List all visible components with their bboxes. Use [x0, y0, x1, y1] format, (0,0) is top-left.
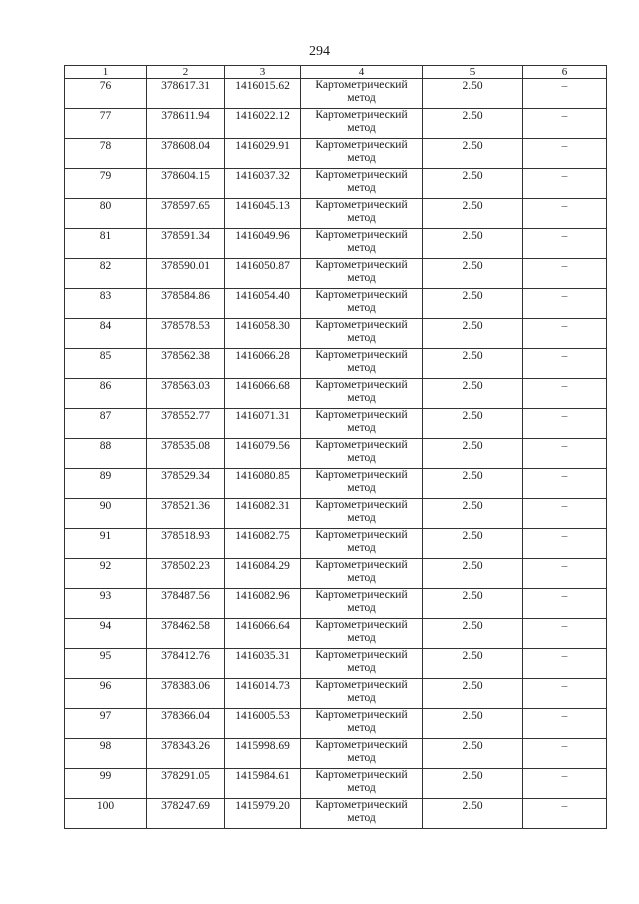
method-line-1: Картометрический: [315, 529, 408, 541]
note-dash: –: [523, 649, 607, 679]
method-line-2: метод: [347, 151, 376, 164]
point-number: 94: [65, 619, 147, 649]
accuracy-value: 2.50: [423, 379, 523, 409]
method-line-1: Картометрический: [315, 409, 408, 421]
note-dash: –: [523, 499, 607, 529]
method-cell: [301, 679, 423, 709]
table-row: [65, 769, 607, 799]
method-cell: [301, 259, 423, 289]
method-cell: [301, 379, 423, 409]
coordinate-x: 378604.15: [147, 169, 225, 199]
point-number: 99: [65, 769, 147, 799]
method-line-2: метод: [347, 241, 376, 254]
method-line-1: Картометрический: [315, 259, 408, 271]
note-dash: –: [523, 529, 607, 559]
table-row: [65, 709, 607, 739]
method-line-2: метод: [347, 481, 376, 494]
accuracy-value: 2.50: [423, 289, 523, 319]
column-header: 4: [301, 66, 423, 79]
method-line-1: Картометрический: [315, 169, 408, 181]
note-dash: –: [523, 79, 607, 109]
table-row: [65, 349, 607, 379]
method-cell: [301, 229, 423, 259]
accuracy-value: 2.50: [423, 409, 523, 439]
table-row: [65, 529, 607, 559]
method-line-1: Картометрический: [315, 289, 408, 301]
point-number: 100: [65, 799, 147, 829]
method-line-1: Картометрический: [315, 739, 408, 751]
coordinate-y: 1416071.31: [225, 409, 301, 439]
table-row: [65, 229, 607, 259]
table-row: [65, 409, 607, 439]
column-header: 5: [423, 66, 523, 79]
note-dash: –: [523, 229, 607, 259]
method-line-1: Картометрический: [315, 109, 408, 121]
table-row: [65, 199, 607, 229]
note-dash: –: [523, 709, 607, 739]
note-dash: –: [523, 289, 607, 319]
coordinate-y: 1415979.20: [225, 799, 301, 829]
method-line-1: Картометрический: [315, 319, 408, 331]
coordinate-x: 378578.53: [147, 319, 225, 349]
method-line-2: метод: [347, 391, 376, 404]
coordinate-x: 378291.05: [147, 769, 225, 799]
note-dash: –: [523, 619, 607, 649]
method-line-2: метод: [347, 91, 376, 104]
coordinate-y: 1416035.31: [225, 649, 301, 679]
method-cell: [301, 709, 423, 739]
coordinate-y: 1416049.96: [225, 229, 301, 259]
column-header: 1: [65, 66, 147, 79]
coordinate-y: 1416082.75: [225, 529, 301, 559]
table-body: [65, 79, 607, 829]
point-number: 93: [65, 589, 147, 619]
method-cell: [301, 139, 423, 169]
coordinate-x: 378518.93: [147, 529, 225, 559]
table-row: [65, 319, 607, 349]
method-line-2: метод: [347, 751, 376, 764]
coordinate-y: 1416084.29: [225, 559, 301, 589]
point-number: 90: [65, 499, 147, 529]
note-dash: –: [523, 439, 607, 469]
point-number: 77: [65, 109, 147, 139]
point-number: 80: [65, 199, 147, 229]
column-header: 6: [523, 66, 607, 79]
point-number: 79: [65, 169, 147, 199]
method-line-2: метод: [347, 721, 376, 734]
accuracy-value: 2.50: [423, 199, 523, 229]
table-row: [65, 469, 607, 499]
point-number: 89: [65, 469, 147, 499]
table-row: [65, 289, 607, 319]
point-number: 76: [65, 79, 147, 109]
accuracy-value: 2.50: [423, 79, 523, 109]
table-row: [65, 439, 607, 469]
method-cell: [301, 109, 423, 139]
coordinate-x: 378366.04: [147, 709, 225, 739]
accuracy-value: 2.50: [423, 499, 523, 529]
accuracy-value: 2.50: [423, 529, 523, 559]
method-line-2: метод: [347, 631, 376, 644]
method-line-1: Картометрический: [315, 589, 408, 601]
coordinate-y: 1416015.62: [225, 79, 301, 109]
method-line-2: метод: [347, 601, 376, 614]
method-cell: [301, 289, 423, 319]
method-line-1: Картометрический: [315, 799, 408, 811]
coordinate-x: 378343.26: [147, 739, 225, 769]
coordinate-x: 378563.03: [147, 379, 225, 409]
method-cell: [301, 79, 423, 109]
table-row: [65, 109, 607, 139]
coordinate-y: 1416005.53: [225, 709, 301, 739]
accuracy-value: 2.50: [423, 139, 523, 169]
method-line-1: Картометрический: [315, 349, 408, 361]
coordinate-y: 1416029.91: [225, 139, 301, 169]
point-number: 84: [65, 319, 147, 349]
method-line-2: метод: [347, 121, 376, 134]
note-dash: –: [523, 109, 607, 139]
table-row: [65, 79, 607, 109]
table-row: [65, 679, 607, 709]
coordinate-y: 1416080.85: [225, 469, 301, 499]
method-cell: [301, 199, 423, 229]
method-cell: [301, 559, 423, 589]
method-line-2: метод: [347, 781, 376, 794]
point-number: 83: [65, 289, 147, 319]
coordinate-y: 1416050.87: [225, 259, 301, 289]
coordinate-y: 1415998.69: [225, 739, 301, 769]
note-dash: –: [523, 259, 607, 289]
coordinate-x: 378529.34: [147, 469, 225, 499]
point-number: 78: [65, 139, 147, 169]
method-line-1: Картометрический: [315, 229, 408, 241]
coordinate-y: 1415984.61: [225, 769, 301, 799]
coordinate-x: 378617.31: [147, 79, 225, 109]
note-dash: –: [523, 589, 607, 619]
coordinate-y: 1416045.13: [225, 199, 301, 229]
method-cell: [301, 649, 423, 679]
method-line-1: Картометрический: [315, 499, 408, 511]
method-line-1: Картометрический: [315, 619, 408, 631]
method-cell: [301, 619, 423, 649]
coordinate-x: 378535.08: [147, 439, 225, 469]
coordinate-x: 378608.04: [147, 139, 225, 169]
method-cell: [301, 499, 423, 529]
method-line-1: Картометрический: [315, 199, 408, 211]
method-line-1: Картометрический: [315, 469, 408, 481]
point-number: 98: [65, 739, 147, 769]
coordinate-y: 1416082.96: [225, 589, 301, 619]
accuracy-value: 2.50: [423, 169, 523, 199]
point-number: 97: [65, 709, 147, 739]
note-dash: –: [523, 409, 607, 439]
method-line-1: Картометрический: [315, 79, 408, 91]
method-line-1: Картометрический: [315, 709, 408, 721]
method-line-2: метод: [347, 421, 376, 434]
table-row: [65, 589, 607, 619]
note-dash: –: [523, 469, 607, 499]
coordinate-y: 1416014.73: [225, 679, 301, 709]
note-dash: –: [523, 349, 607, 379]
method-line-2: метод: [347, 811, 376, 824]
coordinate-x: 378412.76: [147, 649, 225, 679]
point-number: 91: [65, 529, 147, 559]
method-line-1: Картометрический: [315, 559, 408, 571]
method-line-2: метод: [347, 691, 376, 704]
coordinate-y: 1416054.40: [225, 289, 301, 319]
method-line-2: метод: [347, 331, 376, 344]
method-line-1: Картометрический: [315, 649, 408, 661]
note-dash: –: [523, 559, 607, 589]
table-row: [65, 169, 607, 199]
coordinate-y: 1416066.28: [225, 349, 301, 379]
note-dash: –: [523, 799, 607, 829]
coordinate-x: 378521.36: [147, 499, 225, 529]
point-number: 92: [65, 559, 147, 589]
method-line-1: Картометрический: [315, 379, 408, 391]
table-row: [65, 139, 607, 169]
table-row: [65, 379, 607, 409]
note-dash: –: [523, 379, 607, 409]
accuracy-value: 2.50: [423, 739, 523, 769]
accuracy-value: 2.50: [423, 799, 523, 829]
accuracy-value: 2.50: [423, 649, 523, 679]
coordinate-y: 1416066.68: [225, 379, 301, 409]
accuracy-value: 2.50: [423, 709, 523, 739]
method-line-2: метод: [347, 661, 376, 674]
method-cell: [301, 349, 423, 379]
point-number: 87: [65, 409, 147, 439]
accuracy-value: 2.50: [423, 259, 523, 289]
method-line-2: метод: [347, 271, 376, 284]
coordinates-table: [64, 65, 607, 829]
note-dash: –: [523, 139, 607, 169]
coordinate-x: 378383.06: [147, 679, 225, 709]
point-number: 86: [65, 379, 147, 409]
point-number: 88: [65, 439, 147, 469]
accuracy-value: 2.50: [423, 679, 523, 709]
point-number: 95: [65, 649, 147, 679]
method-cell: [301, 769, 423, 799]
method-cell: [301, 529, 423, 559]
method-cell: [301, 799, 423, 829]
method-line-1: Картометрический: [315, 769, 408, 781]
coordinate-x: 378591.34: [147, 229, 225, 259]
coordinate-x: 378584.86: [147, 289, 225, 319]
note-dash: –: [523, 199, 607, 229]
method-line-2: метод: [347, 301, 376, 314]
column-header: 2: [147, 66, 225, 79]
coordinate-y: 1416037.32: [225, 169, 301, 199]
accuracy-value: 2.50: [423, 349, 523, 379]
coordinate-y: 1416082.31: [225, 499, 301, 529]
method-cell: [301, 319, 423, 349]
method-line-2: метод: [347, 211, 376, 224]
accuracy-value: 2.50: [423, 229, 523, 259]
table-header-row: [65, 66, 607, 79]
coordinate-x: 378462.58: [147, 619, 225, 649]
method-line-2: метод: [347, 361, 376, 374]
table-row: [65, 619, 607, 649]
note-dash: –: [523, 739, 607, 769]
accuracy-value: 2.50: [423, 619, 523, 649]
note-dash: –: [523, 169, 607, 199]
note-dash: –: [523, 769, 607, 799]
method-line-2: метод: [347, 451, 376, 464]
method-line-2: метод: [347, 571, 376, 584]
method-cell: [301, 739, 423, 769]
point-number: 85: [65, 349, 147, 379]
method-cell: [301, 469, 423, 499]
method-cell: [301, 169, 423, 199]
coordinate-y: 1416079.56: [225, 439, 301, 469]
method-cell: [301, 589, 423, 619]
accuracy-value: 2.50: [423, 469, 523, 499]
coordinate-x: 378247.69: [147, 799, 225, 829]
coordinate-x: 378562.38: [147, 349, 225, 379]
accuracy-value: 2.50: [423, 559, 523, 589]
table-row: [65, 499, 607, 529]
accuracy-value: 2.50: [423, 589, 523, 619]
table-row: [65, 799, 607, 829]
coordinate-x: 378552.77: [147, 409, 225, 439]
note-dash: –: [523, 679, 607, 709]
point-number: 82: [65, 259, 147, 289]
method-line-2: метод: [347, 541, 376, 554]
table-row: [65, 739, 607, 769]
method-line-2: метод: [347, 181, 376, 194]
method-cell: [301, 439, 423, 469]
coordinate-x: 378487.56: [147, 589, 225, 619]
point-number: 96: [65, 679, 147, 709]
column-header: 3: [225, 66, 301, 79]
accuracy-value: 2.50: [423, 109, 523, 139]
accuracy-value: 2.50: [423, 439, 523, 469]
coordinate-x: 378597.65: [147, 199, 225, 229]
coordinate-y: 1416022.12: [225, 109, 301, 139]
accuracy-value: 2.50: [423, 769, 523, 799]
coordinate-x: 378611.94: [147, 109, 225, 139]
table-row: [65, 649, 607, 679]
page-number: 294: [309, 44, 330, 59]
coordinate-x: 378502.23: [147, 559, 225, 589]
coordinate-y: 1416066.64: [225, 619, 301, 649]
point-number: 81: [65, 229, 147, 259]
method-line-1: Картометрический: [315, 139, 408, 151]
method-line-2: метод: [347, 511, 376, 524]
table-row: [65, 259, 607, 289]
accuracy-value: 2.50: [423, 319, 523, 349]
table-row: [65, 559, 607, 589]
coordinate-x: 378590.01: [147, 259, 225, 289]
method-line-1: Картометрический: [315, 439, 408, 451]
method-line-1: Картометрический: [315, 679, 408, 691]
coordinate-y: 1416058.30: [225, 319, 301, 349]
method-cell: [301, 409, 423, 439]
note-dash: –: [523, 319, 607, 349]
